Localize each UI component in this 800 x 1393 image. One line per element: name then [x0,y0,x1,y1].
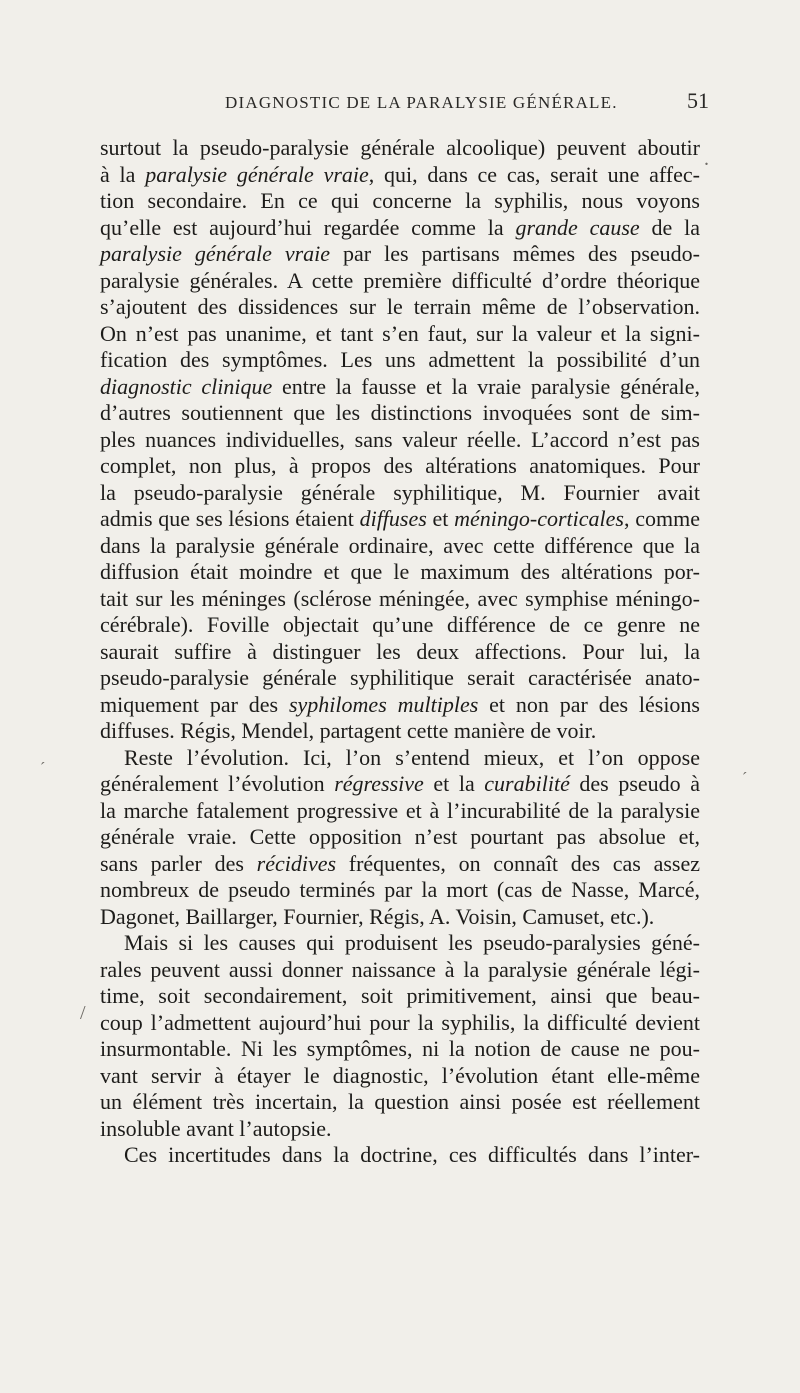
text-segment: qu’elle est aujourd’hui regardée comme la [100,214,516,240]
text-segment: un élément très incertain, la question ainsi posée est réellement [100,1089,700,1114]
text-segment: généralement l’évolution [100,771,335,796]
text-segment: des pseudo à [569,771,700,796]
text-segment: insoluble avant l’autopsie. [100,1115,332,1141]
text-segment: à la [100,161,146,187]
text-line [100,771,700,798]
text-line [100,692,700,719]
text-segment: cérébrale). Foville objectait qu’une différence de ce genre ne [100,612,700,637]
italic-phrase: paralysie générale vraie [145,161,369,187]
italic-phrase: récidives [256,850,337,876]
text-line [100,957,700,984]
text-segment: et la [423,771,485,796]
text-line [100,188,700,215]
text-segment: vant servir à étayer le diagnostic, l’évolution étant elle-même [100,1062,700,1088]
italic-phrase: syphilomes multiples [288,691,479,717]
text-line [100,612,700,639]
text-line [100,665,700,692]
text-line [100,1063,700,1090]
text-segment: la pseudo-paralysie générale syphilitique, M. Fournier avait [100,479,700,505]
text-line [100,480,700,507]
text-segment: sans parler des [100,850,257,876]
text-segment: la marche fatalement progressive et à l’incurabilité de la paralysie [100,797,700,823]
text-line [100,162,700,189]
text-line [100,1010,700,1037]
italic-phrase: paralysie générale vraie [100,241,331,266]
text-segment: et [426,506,455,531]
text-line [100,400,700,427]
text-segment: Reste l’évolution. Ici, l’on s’entend mieux, et l’on oppose [124,744,700,770]
body-text [100,135,700,1169]
text-line [100,851,700,878]
text-segment: fréquentes, on connaît des cas assez [336,850,700,876]
text-line [100,506,700,533]
italic-phrase: grande cause [515,214,640,240]
italic-phrase: diagnostic clinique [100,373,273,399]
text-segment: Ces incertitudes dans la doctrine, ces difficultés dans l’inter- [124,1142,700,1167]
text-segment: time, soit secondairement, soit primitivement, ainsi que beau- [100,983,700,1008]
text-segment: d’autres soutiennent que les distinctions invoquées sont de sim- [100,400,700,425]
text-line [100,374,700,401]
text-segment: s’ajoutent des dissidences sur le terrain même de l’observation. [100,294,700,319]
text-line [100,294,700,321]
text-segment: Mais si les causes qui produisent les pseudo-paralysies géné- [124,930,700,955]
italic-phrase: régressive [334,771,424,796]
margin-pencil-mark: / [80,1002,86,1024]
text-segment: insurmontable. Ni les symptômes, ni la notion de cause ne pou- [100,1036,700,1061]
text-line [100,1089,700,1116]
text-line [100,586,700,613]
text-segment: ples nuances individuelles, sans valeur réelle. L’accord n’est pas [100,426,700,452]
text-line [100,639,700,666]
text-line [100,1116,700,1143]
page-number: 51 [687,88,709,113]
text-segment: saurait suffire à distinguer les deux affections. Pour lui, la [100,638,700,664]
text-segment: tion secondaire. En ce qui concerne la syphilis, nous voyons [100,188,700,213]
text-line [100,268,700,295]
text-segment: , qui, dans ce cas, serait une affec- [368,161,700,187]
text-segment: nombreux de pseudo terminés par la mort (cas de Nasse, Marcé, [100,877,700,902]
text-line [100,798,700,825]
text-line [100,215,700,242]
text-segment: tait sur les méninges (sclérose méningée, avec symphise méningo- [100,585,700,611]
text-segment: fication des symptômes. Les uns admettent la possibilité d’un [100,347,700,372]
text-line [100,533,700,560]
text-line [100,427,700,454]
italic-phrase: méningo-corticales [454,506,624,531]
text-line [100,453,700,480]
text-segment: de la [639,214,700,240]
text-segment: par les partisans mêmes des pseudo- [330,241,700,266]
text-line [100,824,700,851]
text-segment: miquement par des [100,691,289,717]
text-segment: pseudo-paralysie générale syphilitique serait caractérisée anato- [100,665,700,690]
italic-phrase: curabilité [484,771,570,796]
text-segment: entre la fausse et la vraie paralysie générale, [272,373,701,399]
text-segment: et non par des lésions [478,691,700,717]
margin-tick-mark: ´ [40,760,46,777]
text-segment: dans la paralysie générale ordinaire, avec cette différence que la [100,532,700,558]
text-segment: , comme [624,506,700,531]
margin-speck: . [704,148,709,170]
text-line [100,347,700,374]
text-segment: générale vraie. Cette opposition n’est pourtant pas absolue et, [100,824,700,849]
text-line [100,930,700,957]
text-line [100,135,700,162]
text-line [100,904,700,931]
text-line [100,1036,700,1063]
margin-tick-mark: ´ [742,770,748,787]
text-line [100,1142,700,1169]
text-segment: On n’est pas unanime, et tant s’en faut, sur la valeur et la signi- [100,320,700,346]
text-line [100,241,700,268]
running-title: DIAGNOSTIC DE LA PARALYSIE GÉNÉRALE. [225,93,618,112]
text-segment: Dagonet, Baillarger, Fournier, Régis, A. Voisin, Camuset, etc.). [100,903,655,929]
text-line [100,718,700,745]
text-segment: rales peuvent aussi donner naissance à la paralysie générale légi- [100,956,700,982]
text-segment: admis que ses lésions étaient [100,506,360,531]
italic-phrase: diffuses [359,506,427,531]
text-line [100,877,700,904]
text-segment: diffuses. Régis, Mendel, partagent cette manière de voir. [100,718,597,743]
text-line [100,983,700,1010]
text-segment: diffusion était moindre et que le maximum des altérations por- [100,559,700,584]
text-line [100,321,700,348]
text-line [100,559,700,586]
text-segment: paralysie générales. A cette première difficulté d’ordre théorique [100,267,700,293]
text-line [100,745,700,772]
text-segment: coup l’admettent aujourd’hui pour la syphilis, la difficulté devient [100,1009,700,1035]
text-segment: surtout la pseudo-paralysie générale alcoolique) peuvent aboutir [100,135,700,160]
text-segment: complet, non plus, à propos des altérations anatomiques. Pour [100,453,700,478]
